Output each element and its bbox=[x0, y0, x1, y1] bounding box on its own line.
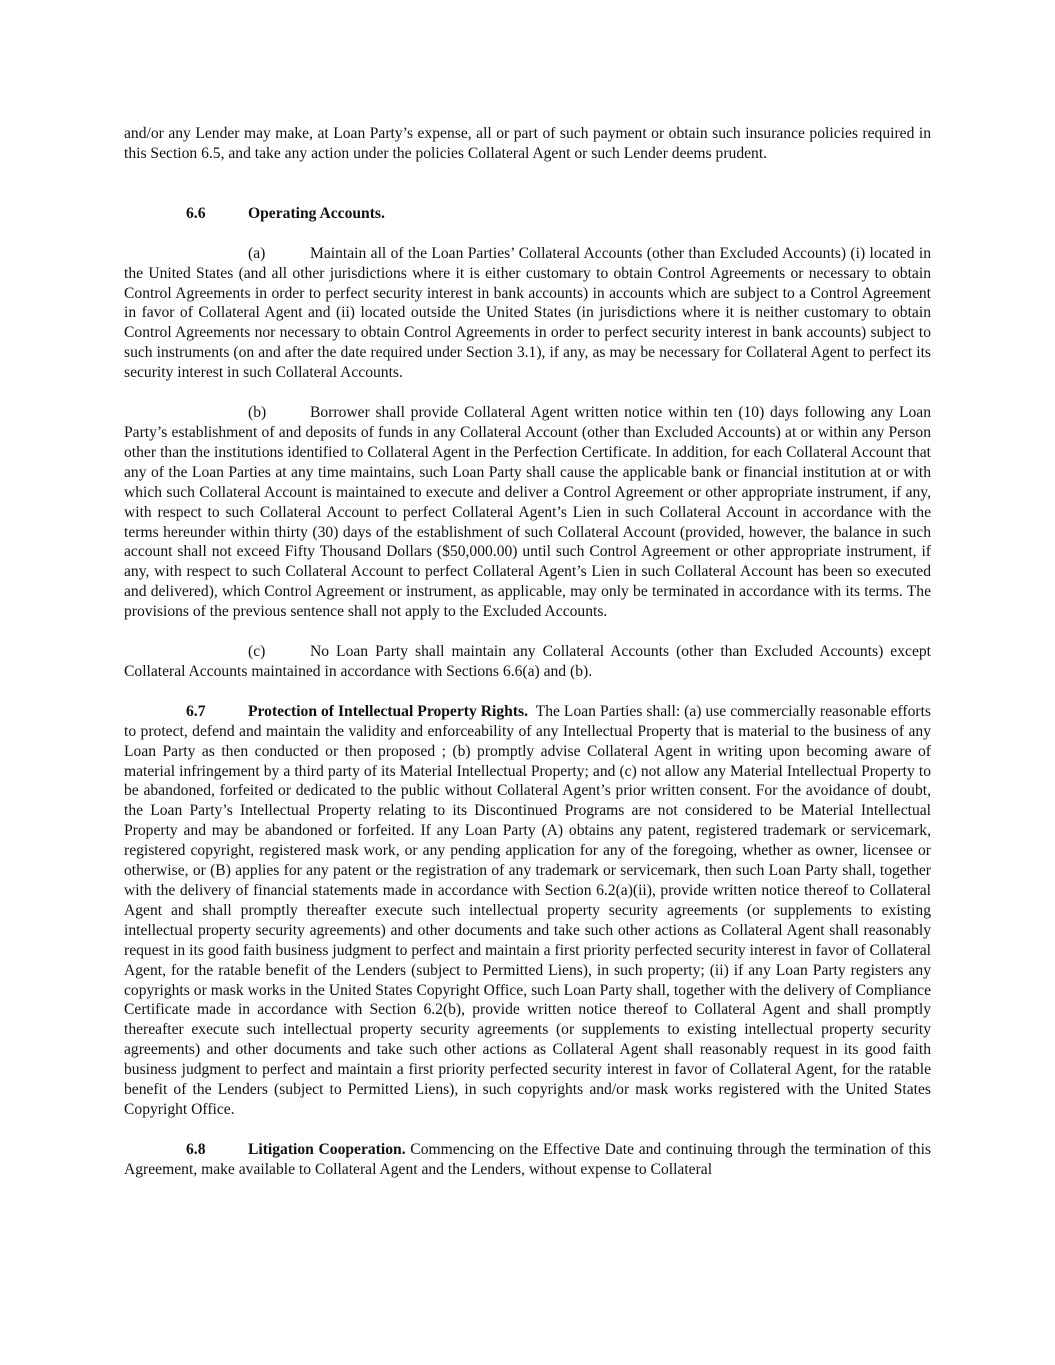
section-6-6-c-text: No Loan Party shall maintain any Collateral Accounts (other than Excluded Accounts) except Collateral Accounts maintained in accordance with Sections 6.6(a) and (b). bbox=[124, 643, 931, 680]
section-6-6-b bbox=[124, 403, 931, 622]
section-6-7-title: Protection of Intellectual Property Rights. bbox=[248, 702, 528, 720]
document-page bbox=[124, 124, 931, 1180]
section-6-6-title: Operating Accounts. bbox=[248, 204, 385, 222]
section-6-6-c bbox=[124, 642, 931, 682]
section-6-6-number: 6.6 bbox=[186, 204, 206, 222]
section-6-7 bbox=[124, 702, 931, 1120]
section-6-7-number: 6.7 bbox=[186, 702, 206, 720]
section-6-8-title: Litigation Cooperation. bbox=[248, 1140, 406, 1158]
section-6-6-a-label: (a) bbox=[248, 244, 266, 262]
section-6-8-text: Commencing on the Effective Date and continuing through the termination of this Agreement, make available to Collateral Agent and the Lenders, without expense to Collateral bbox=[124, 1140, 931, 1178]
section-6-6-a-text: Maintain all of the Loan Parties’ Collateral Accounts (other than Excluded Accounts) (i) located in the United States (and all other jurisdictions where it is either customary to obtain Control Agreements or necessary to obtain Control Agreements in order to perfect security interest in bank accounts) in accounts which are subject to a Control Agreement in favor of Collateral Agent and (ii) located outside the United States (in jurisdictions where it is neither customary to obtain Control Agreements nor necessary to obtain Control Agreements in order to perfect security interest in bank accounts) subject to such instruments (on and after the date required under Section 3.1), if any, as may be necessary for Collateral Agent to perfect its security interest in such Collateral Accounts. bbox=[124, 244, 931, 382]
section-6-7-text: The Loan Parties shall: (a) use commercially reasonable efforts to protect, defend and maintain the validity and enforceability of any Intellectual Property that is material to the business of any Loan Party as then conducted or then proposed ; (b) promptly advise Collateral Agent in writing upon becoming aware of material infringement by a third party of its Material Intellectual Property; and (c) not allow any Material Intellectual Property to be abandoned, forfeited or dedicated to the public without Collateral Agent’s prior written consent. For the avoidance of doubt, the Loan Party’s Intellectual Property relating to its Discontinued Programs are not considered to be Material Intellectual Property and may be abandoned or forfeited. If any Loan Party (A) obtains any patent, registered trademark or servicemark, registered copyright, registered mask work, or any pending application for any of the foregoing, whether as owner, licensee or otherwise, or (B) applies for any patent or the registration of any trademark or servicemark, then such Loan Party shall, together with the delivery of financial statements made in accordance with Section 6.2(a)(ii), provide written notice thereof to Collateral Agent and shall promptly thereafter execute such intellectual property security agreements (or supplements to existing intellectual property security agreements) and other documents and take such other actions as Collateral Agent shall reasonably request in its good faith business judgment to perfect and maintain a first priority perfected security interest in favor of Collateral Agent, for the ratable benefit of the Lenders (subject to Permitted Liens), in such property; (ii) if any Loan Party registers any copyrights or mask works in the United States Copyright Office, such Loan Party shall, together with the delivery of Compliance Certificate made in accordance with Section 6.2(b), provide written notice thereof to Collateral Agent and shall promptly thereafter execute such intellectual property security agreements (or supplements to existing intellectual property security agreements) and other documents and take such other actions as Collateral Agent shall reasonably request in its good faith business judgment to perfect and maintain a first priority perfected security interest in favor of Collateral Agent, for the ratable benefit of the Lenders (subject to Permitted Liens), in such copyrights and/or mask works registered with the United States Copyright Office. bbox=[124, 702, 932, 1118]
section-6-6-a bbox=[124, 244, 931, 383]
section-6-8-number: 6.8 bbox=[186, 1140, 206, 1158]
section-6-6-c-label: (c) bbox=[248, 643, 266, 661]
section-6-6-b-label: (b) bbox=[248, 404, 267, 422]
section-6-8 bbox=[124, 1140, 931, 1180]
section-6-6-heading bbox=[124, 204, 931, 224]
section-6-6-b-text: Borrower shall provide Collateral Agent written notice within ten (10) days following any Loan Party’s establishment of and deposits of funds in any Collateral Account (other than Excluded Accounts) at or within any Person other than the institutions identified to Collateral Agent in the Perfection Certificate. In addition, for each Collateral Account that any of the Loan Parties at any time maintains, such Loan Party shall cause the applicable bank or financial institution at or with which such Collateral Account is maintained to execute and deliver a Control Agreement or other appropriate instrument, if any, with respect to such Collateral Account to perfect Collateral Agent’s Lien in such Collateral Account in accordance with the terms hereunder within thirty (30) days of the establishment of such Collateral Account (provided, however, the balance in such account shall not exceed Fifty Thousand Dollars ($50,000.00) until such Control Agreement or other appropriate instrument, if any, with respect to such Collateral Account to perfect Collateral Agent’s Lien in such Collateral Account has been so executed and delivered), which Control Agreement or instrument, as applicable, may only be terminated in accordance with its terms. The provisions of the previous sentence shall not apply to the Excluded Accounts. bbox=[124, 404, 931, 621]
continuation-paragraph: and/or any Lender may make, at Loan Party’s expense, all or part of such payment or obtain such insurance policies required in this Section 6.5, and take any action under the policies Collateral Agent or such Lender deems prudent. bbox=[124, 125, 931, 162]
